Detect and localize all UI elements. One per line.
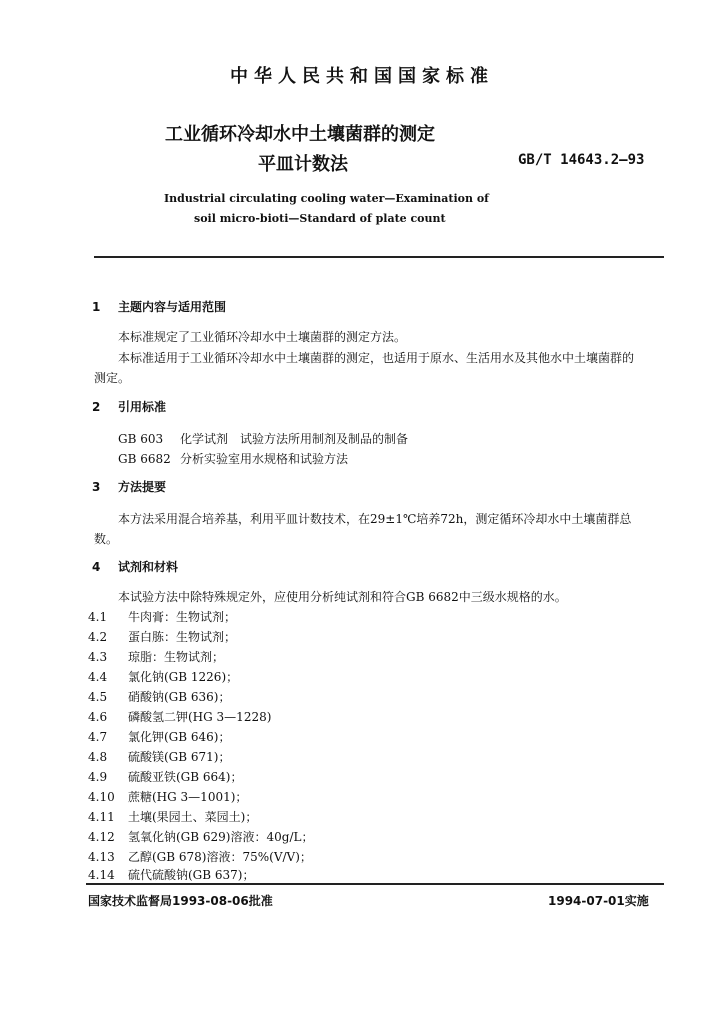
section-3-heading	[92, 478, 166, 495]
reference-item	[118, 450, 348, 467]
section-title: 主题内容与适用范围	[118, 300, 227, 314]
item-number: 4.9	[88, 770, 108, 784]
reference-code: GB 603	[118, 432, 164, 446]
material-item	[88, 848, 312, 865]
material-item	[88, 608, 236, 625]
section-title: 方法提要	[118, 480, 167, 494]
section-title: 引用标准	[118, 400, 167, 414]
item-text: 氯化钠(GB 1226)；	[128, 670, 239, 684]
item-number: 4.8	[88, 750, 108, 764]
item-text: 硫酸镁(GB 671)；	[128, 750, 231, 764]
material-item	[88, 828, 313, 845]
item-number: 4.4	[88, 670, 108, 684]
section-number: 4	[92, 560, 101, 574]
section-number: 3	[92, 480, 101, 494]
item-text: 硫酸亚铁(GB 664)；	[128, 770, 243, 784]
approval-date: 国家技术监督局1993-08-06批准	[88, 894, 273, 908]
item-text: 琼脂：生物试剂；	[128, 650, 225, 664]
standard-header: 中华人民共和国国家标准	[230, 66, 494, 87]
item-text: 硝酸钠(GB 636)；	[128, 690, 231, 704]
item-number: 4.12	[88, 830, 115, 844]
item-number: 4.11	[88, 810, 115, 824]
item-number: 4.5	[88, 690, 108, 704]
item-number: 4.3	[88, 650, 108, 664]
material-item	[88, 708, 271, 725]
bottom-divider	[86, 883, 664, 885]
item-number: 4.14	[88, 868, 115, 882]
section-3-paragraph-cont: 数。	[94, 532, 119, 546]
material-item	[88, 788, 247, 805]
section-4-heading	[92, 558, 178, 575]
material-item	[88, 748, 231, 765]
section-title: 试剂和材料	[118, 560, 179, 574]
material-item	[88, 808, 257, 825]
section-number: 2	[92, 400, 101, 414]
standard-number: GB/T 14643.2—93	[518, 152, 645, 168]
section-4-paragraph: 本试验方法中除特殊规定外，应使用分析纯试剂和符合GB 6682中三级水规格的水。	[118, 590, 567, 604]
item-text: 蛋白胨：生物试剂；	[128, 630, 237, 644]
reference-item	[118, 430, 408, 447]
section-1-paragraph-1: 本标准规定了工业循环冷却水中土壤菌群的测定方法。	[118, 330, 407, 344]
material-item	[88, 628, 236, 645]
item-text: 蔗糖(HG 3—1001)；	[128, 790, 248, 804]
english-title-line1: Industrial circulating cooling water—Examination of	[164, 192, 489, 205]
reference-code: GB 6682	[118, 452, 171, 466]
item-text: 氢氧化钠(GB 629)溶液：40g/L；	[128, 830, 314, 844]
top-divider	[94, 256, 664, 258]
section-1-heading	[92, 298, 226, 315]
document-title-line1: 工业循环冷却水中土壤菌群的测定	[165, 124, 435, 145]
material-item	[88, 668, 238, 685]
english-title-line2: soil micro-bioti—Standard of plate count	[194, 212, 446, 225]
item-number: 4.1	[88, 610, 108, 624]
section-number: 1	[92, 300, 101, 314]
section-1-paragraph-2: 本标准适用于工业循环冷却水中土壤菌群的测定，也适用于原水、生活用水及其他水中土壤菌群的	[118, 351, 635, 365]
section-2-heading	[92, 398, 166, 415]
section-1-paragraph-2-cont: 测定。	[94, 371, 131, 385]
material-item	[88, 768, 243, 785]
item-number: 4.13	[88, 850, 115, 864]
implementation-date: 1994-07-01实施	[548, 894, 649, 908]
item-text: 硫代硫酸钠(GB 637)；	[128, 868, 255, 882]
material-item	[88, 688, 231, 705]
section-3-paragraph: 本方法采用混合培养基，利用平皿计数技术，在29±1℃培养72h，测定循环冷却水中土壤菌群总	[118, 512, 632, 526]
item-text: 土壤(果园土、菜园土)；	[128, 810, 258, 824]
material-item	[88, 866, 255, 883]
item-number: 4.6	[88, 710, 108, 724]
item-number: 4.10	[88, 790, 115, 804]
item-text: 牛肉膏：生物试剂；	[128, 610, 237, 624]
document-title-line2: 平皿计数法	[258, 154, 348, 175]
material-item	[88, 728, 231, 745]
reference-text: 分析实验室用水规格和试验方法	[180, 452, 349, 466]
item-text: 乙醇(GB 678)溶液：75%(V/V)；	[128, 850, 312, 864]
item-number: 4.7	[88, 730, 108, 744]
material-item	[88, 648, 224, 665]
reference-text: 化学试剂 试验方法所用制剂及制品的制备	[180, 432, 409, 446]
item-text: 磷酸氢二钾(HG 3—1228)	[128, 710, 272, 724]
item-number: 4.2	[88, 630, 108, 644]
item-text: 氯化钾(GB 646)；	[128, 730, 231, 744]
